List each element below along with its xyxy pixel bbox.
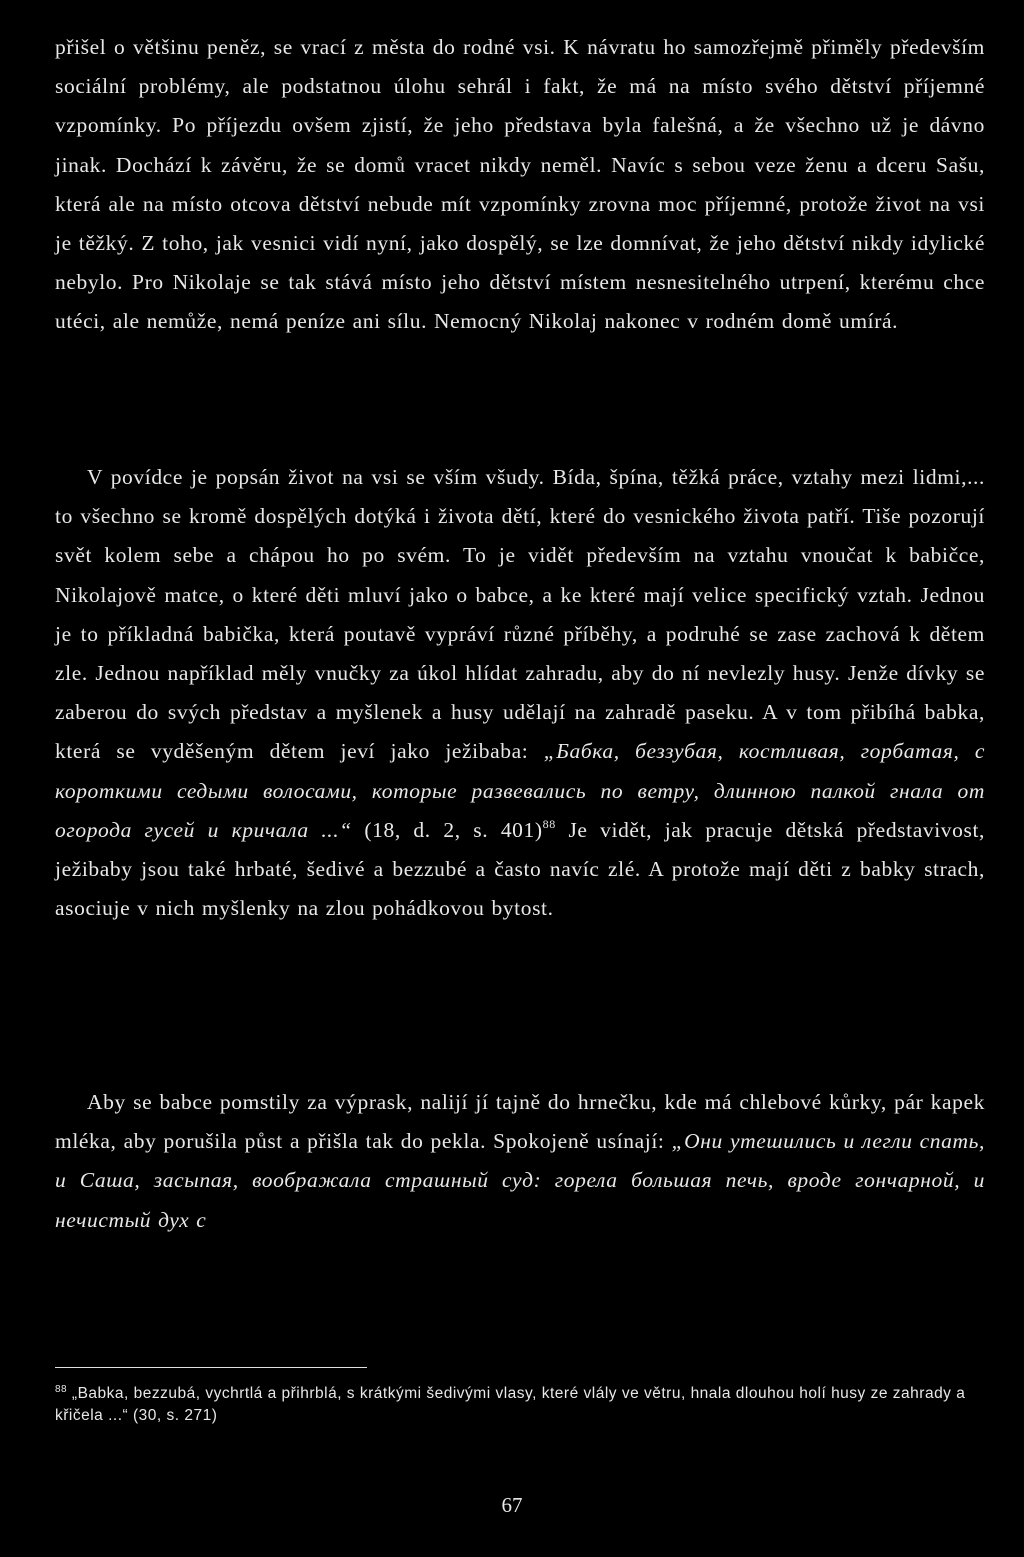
footnote-text: „Babka, bezzubá, vychrtlá a přihrblá, s krátkými šedivými vlasy, které vlály ve větru, hnala dlouhou holí husy ze zahrady a křičela ...“ (30, s. 271) — [55, 1385, 966, 1424]
footnote — [55, 1383, 985, 1427]
footnote-number: 88 — [55, 1384, 68, 1395]
paragraph-3 — [55, 1083, 985, 1240]
paragraph-1-text: přišel o většinu peněz, se vrací z města do rodné vsi. K návratu ho samozřejmě přiměly především sociální problémy, ale podstatnou úlohu sehrál i fakt, že má na místo svého dětství příjemné vzpomínky. Po příjezdu ovšem zjistí, že jeho představa byla falešná, a že všechno už je dávno jinak. Dochází k závěru, že se domů vracet nikdy neměl. Navíc s sebou veze ženu a dceru Sašu, která ale na místo otcova dětství nebude mít vzpomínky zrovna moc příjemné, protože život na vsi je těžký. Z toho, jak vesnici vidí nyní, jako dospělý, se lze domnívat, že jeho dětství nikdy idylické nebylo. Pro Nikolaje se tak stává místo jeho dětství místem nesnesitelného utrpení, kterému chce utéci, ale nemůže, nemá peníze ani sílu. Nemocný Nikolaj nakonec v rodném domě umírá. — [55, 35, 985, 334]
paragraph-2 — [55, 458, 985, 928]
page-number: 67 — [501, 1493, 523, 1517]
paragraph-2-text: V povídce je popsán život na vsi se vším všudy. Bída, špína, těžká práce, vztahy mezi lidmi,... to všechno se kromě dospělých dotýká i života dětí, které do vesnického života patří. Tiše pozorují svět kolem sebe a chápou ho po svém. To je vidět především na vztahu vnoučat k babičce, Nikolajově matce, o které děti mluví jako o babce, a ke které mají velice specifický vztah. Jednou je to příkladná babička, která poutavě vypráví různé příběhy, a podruhé se zase zachová k dětem zle. Jednou například měly vnučky za úkol hlídat zahradu, aby do ní nevlezly husy. Jenže dívky se zaberou do svých představ a myšlenek a husy udělají na zahradě paseku. A v tom přibíhá babka, která se vyděšeným dětem jeví jako ježibaba: — [55, 465, 985, 764]
paragraph-3-text: Aby se babce pomstily za výprask, nalijí jí tajně do hrnečku, kde má chlebové kůrky, pár kapek mléka, aby porušila půst a přišla tak do pekla. Spokojeně usínají: — [55, 1090, 985, 1154]
russian-quote-2: „Они утешились и легли спать, и Саша, засыпая, воображала страшный суд: горела большая печь, вроде гончарной, и нечистый дух с — [55, 1129, 985, 1232]
footnote-divider — [55, 1367, 367, 1368]
footnote-ref: 88 — [542, 816, 556, 831]
citation: (18, d. 2, s. 401) — [351, 817, 543, 842]
russian-quote-1: „Бабка, беззубая, костливая, горбатая, с короткими седыми волосами, которые развевались по ветру, длинною палкой гнала от огорода гусей и кричала ...“ — [55, 739, 985, 842]
paragraph-1 — [55, 28, 985, 342]
paragraph-2-text-cont: Je vidět, jak pracuje dětská představivost, ježibaby jsou také hrbaté, šedivé a bezzubé a často navíc zlé. A protože mají děti z babky strach, asociuje v nich myšlenky na zlou pohádkovou bytost. — [55, 817, 985, 921]
